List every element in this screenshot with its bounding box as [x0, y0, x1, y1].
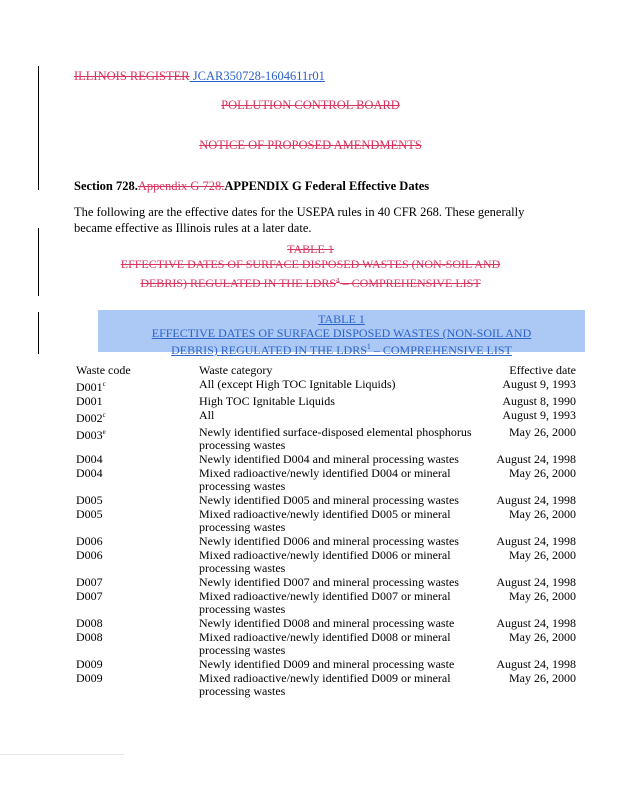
old-table-line1: EFFECTIVE DATES OF SURFACE DISPOSED WASTES (NON-SOIL AND — [120, 257, 501, 271]
new-table-label: TABLE 1 — [318, 312, 365, 326]
change-bar — [38, 312, 39, 354]
waste-code: D003 — [76, 428, 103, 442]
waste-category-cell: Newly identified D008 and mineral processing waste — [199, 616, 455, 630]
waste-code-cell — [76, 631, 199, 657]
waste-code-cell — [76, 494, 199, 507]
notice-title: NOTICE OF PROPOSED AMENDMENTS — [199, 138, 422, 152]
change-bar — [38, 228, 39, 296]
waste-category-cell: High TOC Ignitable Liquids — [199, 394, 335, 408]
register-inserted: JCAR350728-1604611r01 — [189, 69, 325, 83]
waste-category-cell: Newly identified D009 and mineral processing waste — [199, 657, 455, 671]
table-row — [76, 535, 576, 548]
waste-code-cell — [76, 549, 199, 575]
table-row — [76, 378, 576, 394]
header-waste-category: Waste category — [199, 363, 273, 377]
waste-code-cell — [76, 453, 199, 466]
waste-category-cell: Mixed radioactive/newly identified D009 or mineral processing wastes — [199, 671, 451, 698]
waste-category-cell: Mixed radioactive/newly identified D008 or mineral processing wastes — [199, 630, 451, 657]
effective-date-cell: May 26, 2000 — [509, 630, 576, 644]
effective-date-cell: May 26, 2000 — [509, 671, 576, 685]
waste-code-cell — [76, 658, 199, 671]
waste-category-cell: Mixed radioactive/newly identified D006 or mineral processing wastes — [199, 548, 451, 575]
waste-code-cell — [76, 378, 199, 394]
waste-category-cell: All (except High TOC Ignitable Liquids) — [199, 377, 396, 391]
effective-date-cell: August 9, 1993 — [502, 408, 576, 422]
effective-date-cell: August 24, 1998 — [496, 452, 576, 466]
register-struck: ILLINOIS REGISTER — [74, 69, 190, 83]
table-row — [76, 409, 576, 425]
table-row — [76, 590, 576, 616]
section-prefix: Section 728. — [74, 179, 138, 193]
footnote-marker: c — [102, 380, 106, 388]
header-waste-code: Waste code — [76, 363, 131, 377]
old-table-title — [90, 242, 531, 291]
waste-code: D009 — [76, 657, 103, 671]
waste-code: D006 — [76, 548, 103, 562]
effective-date-cell: May 26, 2000 — [509, 589, 576, 603]
table-header-row — [76, 364, 576, 377]
effective-date-cell: August 24, 1998 — [496, 534, 576, 548]
table-row — [76, 508, 576, 534]
waste-code: D004 — [76, 452, 103, 466]
footnote-marker: e — [102, 428, 106, 436]
waste-code-cell — [76, 590, 199, 616]
table-row — [76, 494, 576, 507]
waste-code: D008 — [76, 616, 103, 630]
effective-date-cell: May 26, 2000 — [509, 425, 576, 439]
waste-code: D007 — [76, 575, 103, 589]
table-row — [76, 549, 576, 575]
waste-category-cell: Mixed radioactive/newly identified D004 or mineral processing wastes — [199, 466, 451, 493]
effective-date-cell: August 24, 1998 — [496, 575, 576, 589]
waste-code-cell — [76, 467, 199, 493]
new-table-line2: DEBRIS) REGULATED IN THE LDRS$^1$ – COMPREHENSIVE LIST — [171, 342, 512, 357]
waste-code: D002 — [76, 411, 103, 425]
effective-dates-table — [76, 364, 576, 699]
table-row — [76, 631, 576, 657]
waste-code: D004 — [76, 466, 103, 480]
waste-code: D005 — [76, 507, 103, 521]
old-table-line2: DEBRIS) REGULATED IN THE LDRS$^a$ – COMPREHENSIVE LIST — [140, 275, 481, 290]
waste-code-cell — [76, 426, 199, 452]
intro-paragraph: The following are the effective dates for the USEPA rules in 40 CFR 268. These generally became effective as Illinois rules at a later date. — [74, 205, 525, 235]
table-body — [76, 378, 576, 698]
waste-code: D007 — [76, 589, 103, 603]
waste-code-cell — [76, 576, 199, 589]
section-title: APPENDIX G Federal Effective Dates — [224, 179, 430, 193]
effective-date-cell: August 24, 1998 — [496, 657, 576, 671]
header-effective-date: Effective date — [509, 363, 576, 377]
waste-code-cell — [76, 395, 199, 408]
page-footer-rule — [0, 754, 124, 755]
waste-category-cell: Newly identified surface-disposed elemental phosphorus processing wastes — [199, 425, 472, 452]
table-row — [76, 576, 576, 589]
waste-category-cell: Newly identified D007 and mineral processing wastes — [199, 575, 459, 589]
waste-code: D001 — [76, 380, 103, 394]
effective-date-cell: May 26, 2000 — [509, 548, 576, 562]
table-row — [76, 672, 576, 698]
effective-date-cell: August 24, 1998 — [496, 493, 576, 507]
waste-code-cell — [76, 617, 199, 630]
old-table-label: TABLE 1 — [287, 242, 334, 256]
waste-code-cell — [76, 672, 199, 698]
waste-code-cell — [76, 409, 199, 425]
section-struck: Appendix G 728. — [137, 179, 225, 193]
effective-date-cell: August 24, 1998 — [496, 616, 576, 630]
effective-date-cell: May 26, 2000 — [509, 507, 576, 521]
table-row — [76, 395, 576, 408]
waste-category-cell: Mixed radioactive/newly identified D007 or mineral processing wastes — [199, 589, 451, 616]
waste-code: D006 — [76, 534, 103, 548]
footnote-marker: c — [102, 411, 106, 419]
change-bar — [38, 66, 39, 190]
table-row — [76, 467, 576, 493]
new-table-title — [98, 310, 585, 357]
waste-category-cell: All — [199, 408, 215, 422]
effective-date-cell: May 26, 2000 — [509, 466, 576, 480]
waste-code: D008 — [76, 630, 103, 644]
table-row — [76, 453, 576, 466]
new-table-line1: EFFECTIVE DATES OF SURFACE DISPOSED WASTES (NON-SOIL AND — [151, 326, 532, 340]
board-name: POLLUTION CONTROL BOARD — [221, 98, 400, 112]
waste-category-cell: Newly identified D004 and mineral processing wastes — [199, 452, 459, 466]
waste-code: D009 — [76, 671, 103, 685]
effective-date-cell: August 9, 1993 — [502, 377, 576, 391]
section-heading — [74, 179, 429, 194]
waste-code: D001 — [76, 394, 103, 408]
register-line — [74, 69, 325, 84]
waste-code: D005 — [76, 493, 103, 507]
waste-category-cell: Newly identified D005 and mineral processing wastes — [199, 493, 459, 507]
effective-date-cell: August 8, 1990 — [502, 394, 576, 408]
table-row — [76, 617, 576, 630]
table-row — [76, 426, 576, 452]
waste-code-cell — [76, 535, 199, 548]
waste-category-cell: Mixed radioactive/newly identified D005 or mineral processing wastes — [199, 507, 451, 534]
waste-code-cell — [76, 508, 199, 534]
table-row — [76, 658, 576, 671]
waste-category-cell: Newly identified D006 and mineral processing wastes — [199, 534, 459, 548]
